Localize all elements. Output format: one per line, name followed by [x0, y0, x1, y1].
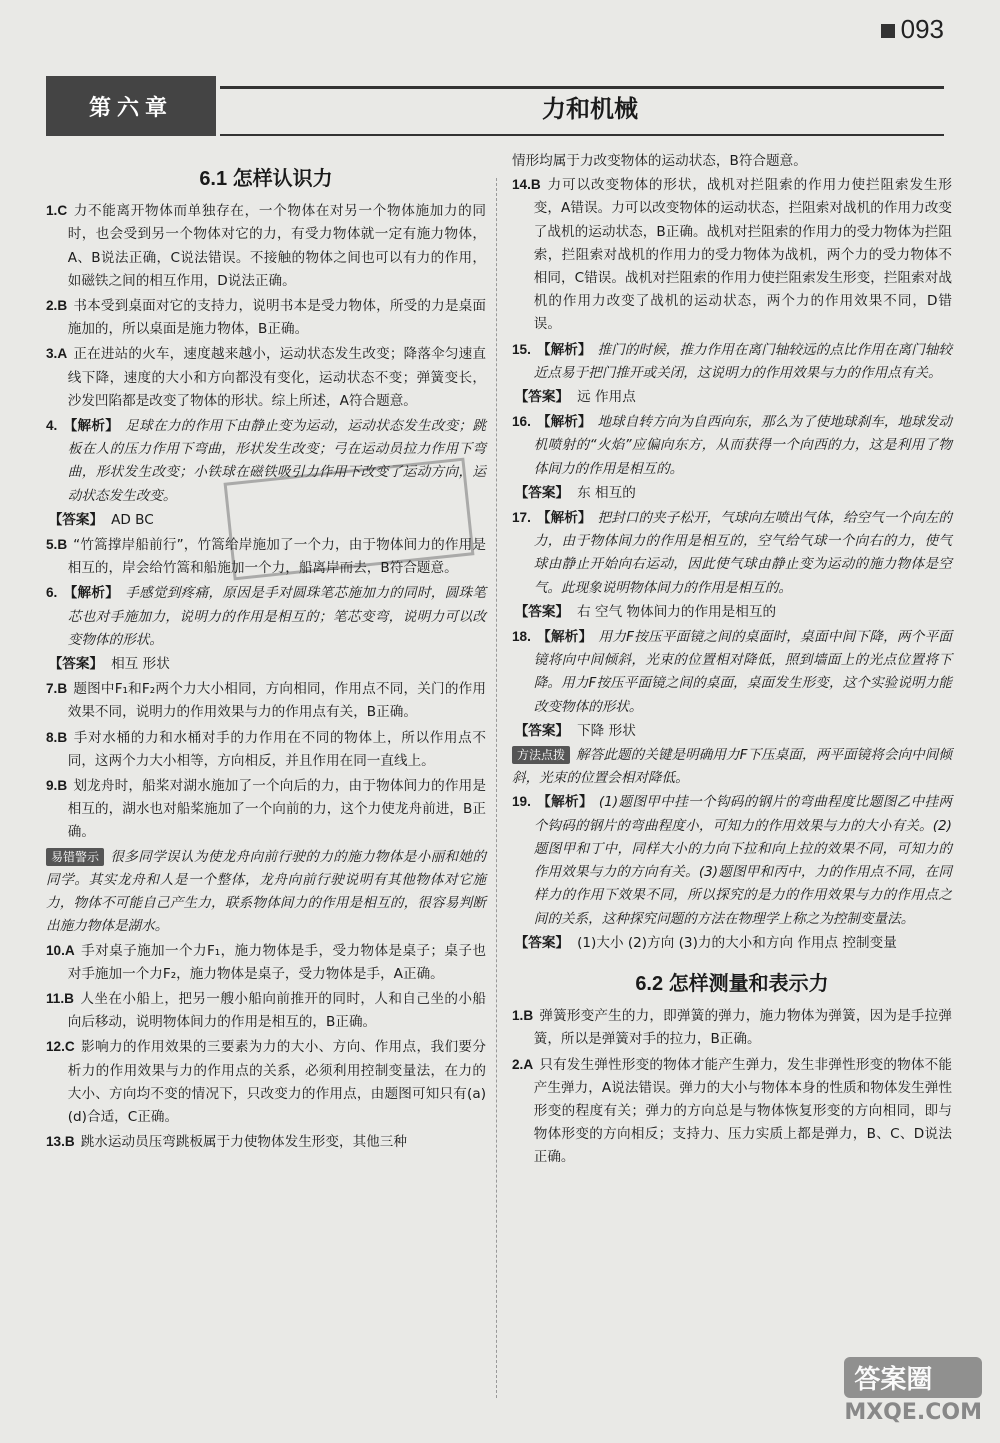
item-text: 只有发生弹性形变的物体才能产生弹力，发生非弹性形变的物体不能产生弹力，A说法错误。弹力的大小与物体本身的性质和物体发生弹性形变的程度有关；弹力的方向总是与物体恢复形变的方向相同，即与物体形变的方向相反；支持力、压力实质上都是弹力，B、C、D说法正确。 [533, 1056, 952, 1166]
item-number: 19. [512, 794, 531, 810]
item-number: 8.B [46, 729, 68, 745]
answer-item [46, 294, 486, 341]
answer-row [512, 932, 952, 955]
item-tag: 【解析】 [63, 418, 120, 435]
right2-items [512, 1004, 952, 1169]
item-text: 题图中F₁和F₂两个力大小相同，方向相同，作用点不同，关门的作用效果不同，说明力的作用效果与力的作用点有关，B正确。 [67, 681, 486, 721]
answer-item [46, 342, 486, 413]
item-text: 划龙舟时，船桨对湖水施加了一个向后的力，由于物体间力的作用是相互的，湖水也对船桨施加了一个向前的力，这个力使龙舟前进，B正确。 [67, 778, 486, 841]
answer-text: 东 相互的 [577, 484, 636, 501]
section-title-6-2: 6.2 怎样测量和表示力 [635, 972, 829, 995]
answer-row [512, 601, 952, 624]
item-number: 18. [512, 629, 531, 645]
item-text: 人坐在小船上，把另一艘小船向前推开的同时，人和自己坐的小船向后移动，说明物体间力的作用是相互的，B正确。 [67, 990, 486, 1031]
watermark-cn: 答案圈 [844, 1357, 982, 1398]
item-number: 13.B [46, 1134, 75, 1150]
answer-item [46, 581, 486, 652]
answer-tag: 【答案】 [514, 484, 570, 501]
item-number: 5.B [46, 537, 68, 553]
answer-tag: 【答案】 [514, 603, 570, 620]
answer-text: (1)大小 (2)方向 (3)力的大小和方向 作用点 控制变量 [577, 934, 897, 951]
answer-row [46, 653, 486, 676]
item-text: 书本受到桌面对它的支持力，说明书本是受力物体，所受的力是桌面施加的，所以桌面是施力物体，B正确。 [67, 298, 486, 338]
answer-tag: 【答案】 [514, 389, 570, 406]
note-paragraph [46, 846, 486, 939]
answer-text: 远 作用点 [577, 389, 636, 406]
item-number: 1.B [512, 1008, 534, 1024]
column-divider [496, 178, 497, 1398]
item-text: 影响力的作用效果的三要素为力的大小、方向、作用点，我们要分析力的作用效果与力的作用点的关系，必须利用控制变量法，在力的大小、方向均不变的情况下，只改变力的作用点，由题图可知只有(a)(d)合适，C正确。 [67, 1039, 486, 1125]
note-text: 很多同学误认为使龙舟向前行驶的力的施力物体是小丽和她的同学。其实龙舟和人是一个整体，龙舟向前行驶说明有其他物体对它施力，物体不可能自己产生力，联系物体间力的作用是相互的，很容易判断出施力物体是湖水。 [46, 848, 486, 935]
item-text: “竹篙撑岸船前行”，竹篙给岸施加了一个力，由于物体间力的作用是相互的，岸会给竹篙和船施加一个力，船离岸而去，B符合题意。 [67, 537, 486, 577]
answer-tag: 【答案】 [48, 511, 104, 528]
answer-text: 右 空气 物体间力的作用是相互的 [577, 603, 777, 620]
page-number: 093 [881, 14, 944, 45]
item-number: 4. [46, 418, 58, 434]
item-number: 11.B [46, 990, 74, 1006]
item-number: 2.A [512, 1056, 534, 1072]
answer-item [512, 338, 952, 385]
answer-tag: 【答案】 [514, 722, 570, 739]
note-badge: 易错警示 [46, 848, 104, 866]
answer-text: AD BC [111, 511, 154, 528]
item-tag: 【解析】 [536, 629, 593, 646]
answer-text: 下降 形状 [577, 722, 636, 739]
item-text: 正在进站的火车，速度越来越小，运动状态发生改变；降落伞匀速直线下降，速度的大小和方向都没有变化，运动状态不变；弹簧变长，沙发凹陷都是改变了物体的形状。综上所述，A符合题意。 [67, 346, 486, 409]
answer-item [46, 1130, 486, 1154]
answer-text: 相互 形状 [111, 656, 170, 673]
answer-item [512, 790, 952, 930]
item-text: 用力F按压平面镜之间的桌面时，桌面中间下降，两个平面镜将向中间倾斜，光束的位置相对降低，照到墙面上的光点位置将下降。用力F按压平面镜之间的桌面，桌面发生形变，这个实验说明力能改变物体的形状。 [533, 629, 953, 715]
answer-tag: 【答案】 [514, 934, 570, 951]
note-badge: 方法点拨 [512, 746, 570, 764]
left-column [46, 150, 486, 1155]
answer-item [46, 774, 486, 845]
right-column [512, 150, 952, 1171]
item-number: 15. [512, 341, 531, 357]
item-tag: 【解析】 [536, 341, 592, 358]
answer-row [46, 509, 486, 532]
answer-row [512, 386, 952, 409]
answer-item [46, 939, 486, 986]
answer-item [512, 506, 952, 600]
item-tag: 【解析】 [63, 585, 120, 602]
item-number: 1.C [46, 203, 68, 219]
item-tag: 【解析】 [536, 510, 592, 527]
item-number: 17. [512, 510, 531, 526]
item-text: 跳水运动员压弯跳板属于力使物体发生形变，其他三种 [80, 1134, 407, 1151]
item-text: 力不能离开物体而单独存在，一个物体在对另一个物体施加力的同时，也会受到另一个物体对它的力，有受力物体就一定有施力物体，A、B说法正确，C说法错误。不接触的物体之间也可以有力的作用，如磁铁之间的相互作用，D说法正确。 [67, 203, 486, 289]
item-text: 弹簧形变产生的力，即弹簧的弹力，施力物体为弹簧，因为是手拉弹簧，所以是弹簧对手的拉力，B正确。 [533, 1008, 952, 1048]
answer-item [46, 726, 486, 773]
item-text: (1)题图甲中挂一个钩码的钢片的弯曲程度比题图乙中挂两个钩码的钢片的弯曲程度小，可知力的作用效果与力的大小有关。(2)题图甲和丁中，同样大小的力向下拉和向上拉的效果不同，可知力的作用效果与力的方向有关。(3)题图甲和丙中，力的作用点不同，在同样力的作用下效果不同，所以探究的是力的作用效果与力的作用点之间的关系，这种探究问题的方法在物理学上称之为控制变量法。 [533, 794, 952, 927]
continued-text: 情形均属于力改变物体的运动状态，B符合题意。 [512, 153, 807, 169]
item-number: 3.A [46, 346, 68, 362]
note-paragraph [512, 744, 952, 790]
item-number: 6. [46, 585, 58, 601]
answer-tag: 【答案】 [48, 656, 104, 673]
item-tag: 【解析】 [536, 794, 593, 811]
answer-item [46, 987, 486, 1034]
chapter-label: 第六章 [46, 76, 216, 136]
item-text: 手对水桶的力和水桶对手的力作用在不同的物体上，所以作用点不同，这两个力大小相等，方向相反，并且作用在同一直线上。 [67, 729, 486, 769]
chapter-title: 力和机械 [542, 94, 638, 123]
item-number: 7.B [46, 681, 68, 697]
answer-item [46, 677, 486, 724]
answer-row [512, 720, 952, 743]
item-number: 12.C [46, 1039, 75, 1055]
item-text: 力可以改变物体的形状，战机对拦阻索的作用力使拦阻索发生形变，A错误。力可以改变物体的运动状态，拦阻索对战机的作用力改变了战机的运动状态，B正确。战机对拦阻索的作用力的受力物体为拦阻索，拦阻索对战机的作用力的受力物体为战机，两个力的受力物体不相同，C错误。战机对拦阻索的作用力使拦阻索发生形变，拦阻索对战机的作用力改变了战机的运动状态，两个力的作用效果不同，D错误。 [533, 177, 952, 333]
watermark-en: MXQE.COM [844, 1400, 982, 1425]
answer-item [512, 625, 952, 719]
answer-item [46, 199, 486, 293]
item-number: 2.B [46, 298, 68, 314]
item-text: 推门的时候，推力作用在离门轴较远的点比作用在离门轴较近点易于把门推开或关闭，这说明力的作用效果与力的作用点有关。 [533, 341, 953, 381]
item-tag: 【解析】 [536, 414, 592, 431]
answer-item [512, 1004, 952, 1051]
item-text: 手对桌子施加一个力F₁，施力物体是手，受力物体是桌子；桌子也对手施加一个力F₂，施力物体是桌子，受力物体是手，A正确。 [67, 942, 486, 982]
right-items [512, 150, 952, 955]
item-text: 手感觉到疼痛，原因是手对圆珠笔芯施加力的同时，圆珠笔芯也对手施加力，说明力的作用是相互的；笔芯变弯，说明力可以改变物体的形状。 [67, 585, 487, 648]
note-text: 解答此题的关键是明确用力F下压桌面，两平面镜将会向中间倾斜，光束的位置会相对降低。 [512, 747, 952, 787]
item-number: 9.B [46, 778, 68, 794]
answer-item [512, 173, 952, 336]
page-marker-icon [881, 24, 895, 38]
item-number: 16. [512, 414, 531, 430]
item-number: 10.A [46, 942, 75, 958]
answer-item [512, 1053, 952, 1170]
section-title-6-1: 6.1 怎样认识力 [199, 168, 333, 190]
left-items [46, 199, 486, 1154]
answer-item [46, 533, 486, 580]
answer-item [46, 414, 486, 508]
item-number: 14.B [512, 177, 541, 193]
item-text: 地球自转方向为自西向东，那么为了使地球刹车，地球发动机喷射的“火焰”应偏向东方，从而获得一个向西的力，这是利用了物体间力的作用是相互的。 [533, 414, 953, 477]
item-text: 足球在力的作用下由静止变为运动，运动状态发生改变；跳板在人的压力作用下弯曲，形状发生改变；弓在运动员拉力作用下弯曲，形状发生改变；小铁球在磁铁吸引力作用下改变了运动方向，运动状态发生改变。 [67, 418, 487, 504]
answer-row [512, 482, 952, 505]
item-text: 把封口的夹子松开，气球向左喷出气体，给空气一个向左的力，由于物体间力的作用是相互的，空气给气球一个向右的力，使气球由静止开始向右运动，因此使气球由静止变为运动的施力物体是空气。此现象说明物体间力的作用是相互的。 [533, 510, 953, 596]
chapter-header [46, 76, 944, 136]
answer-item [512, 410, 952, 481]
answer-item [46, 1035, 486, 1129]
header-rule-bottom [220, 134, 944, 136]
site-watermark [844, 1357, 982, 1425]
